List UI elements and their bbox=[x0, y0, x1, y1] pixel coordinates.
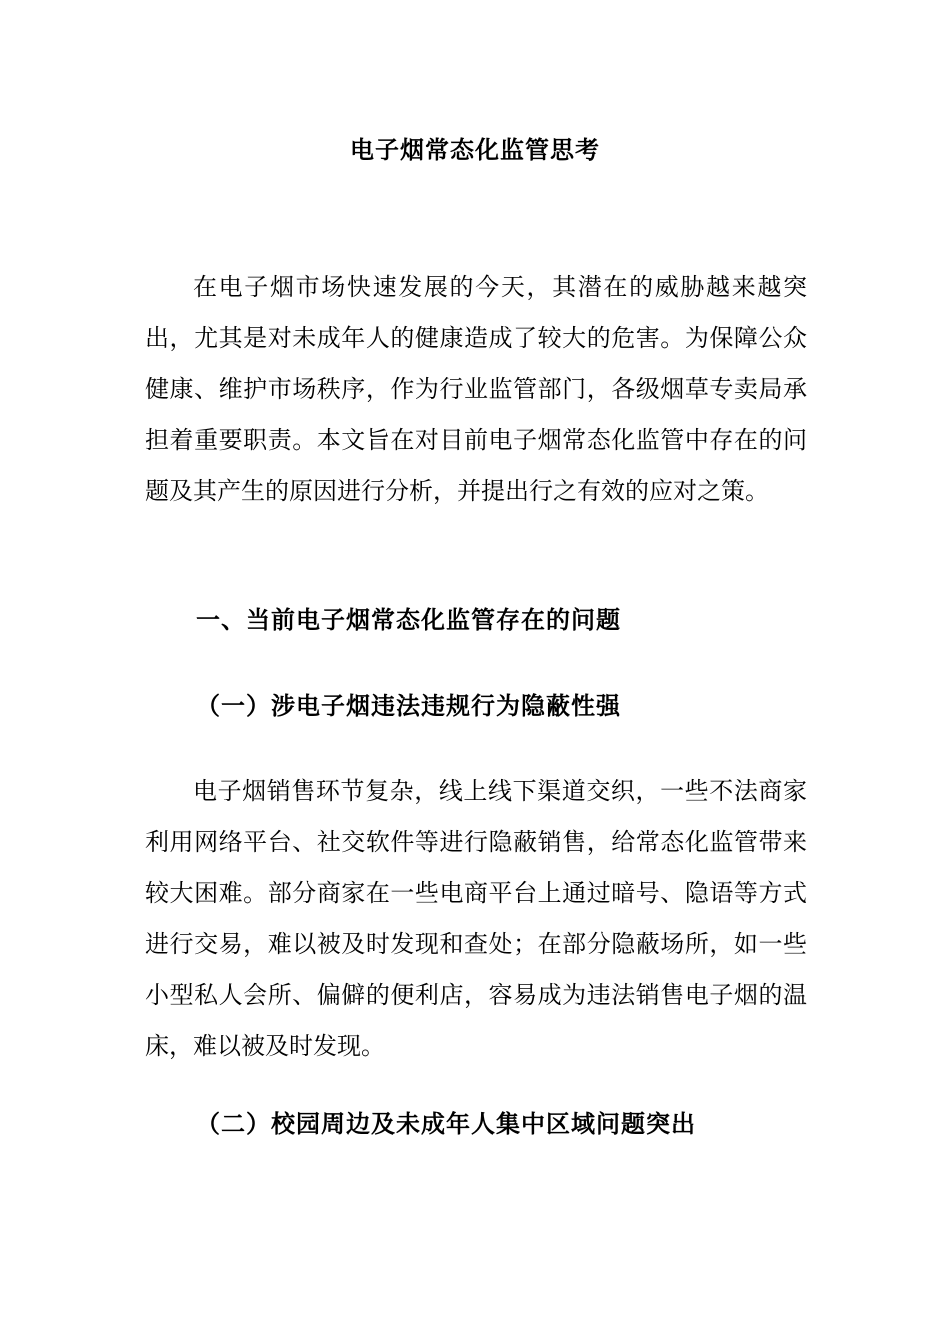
section-heading-1: 一、当前电子烟常态化监管存在的问题 bbox=[196, 605, 621, 634]
intro-paragraph: 在电子烟市场快速发展的今天，其潜在的威胁越来越突出，尤其是对未成年人的健康造成了较大的危害。为保障公众健康、维护市场秩序，作为行业监管部门，各级烟草专卖局承担着重要职责。本文旨在对目前电子烟常态化监管中存在的问题及其产生的原因进行分析，并提出行之有效的应对之策。 bbox=[145, 273, 807, 505]
subsection-heading-1: （一）涉电子烟违法违规行为隐蔽性强 bbox=[196, 691, 621, 720]
subsection-1-paragraph: 电子烟销售环节复杂，线上线下渠道交织，一些不法商家利用网络平台、社交软件等进行隐蔽销售，给常态化监管带来较大困难。部分商家在一些电商平台上通过暗号、隐语等方式进行交易，难以被及时发现和查处；在部分隐蔽场所，如一些小型私人会所、偏僻的便利店，容易成为违法销售电子烟的温床，难以被及时发现。 bbox=[145, 777, 807, 1060]
document-title: 电子烟常态化监管思考 bbox=[350, 135, 600, 164]
subsection-heading-2: （二）校园周边及未成年人集中区域问题突出 bbox=[196, 1109, 696, 1138]
